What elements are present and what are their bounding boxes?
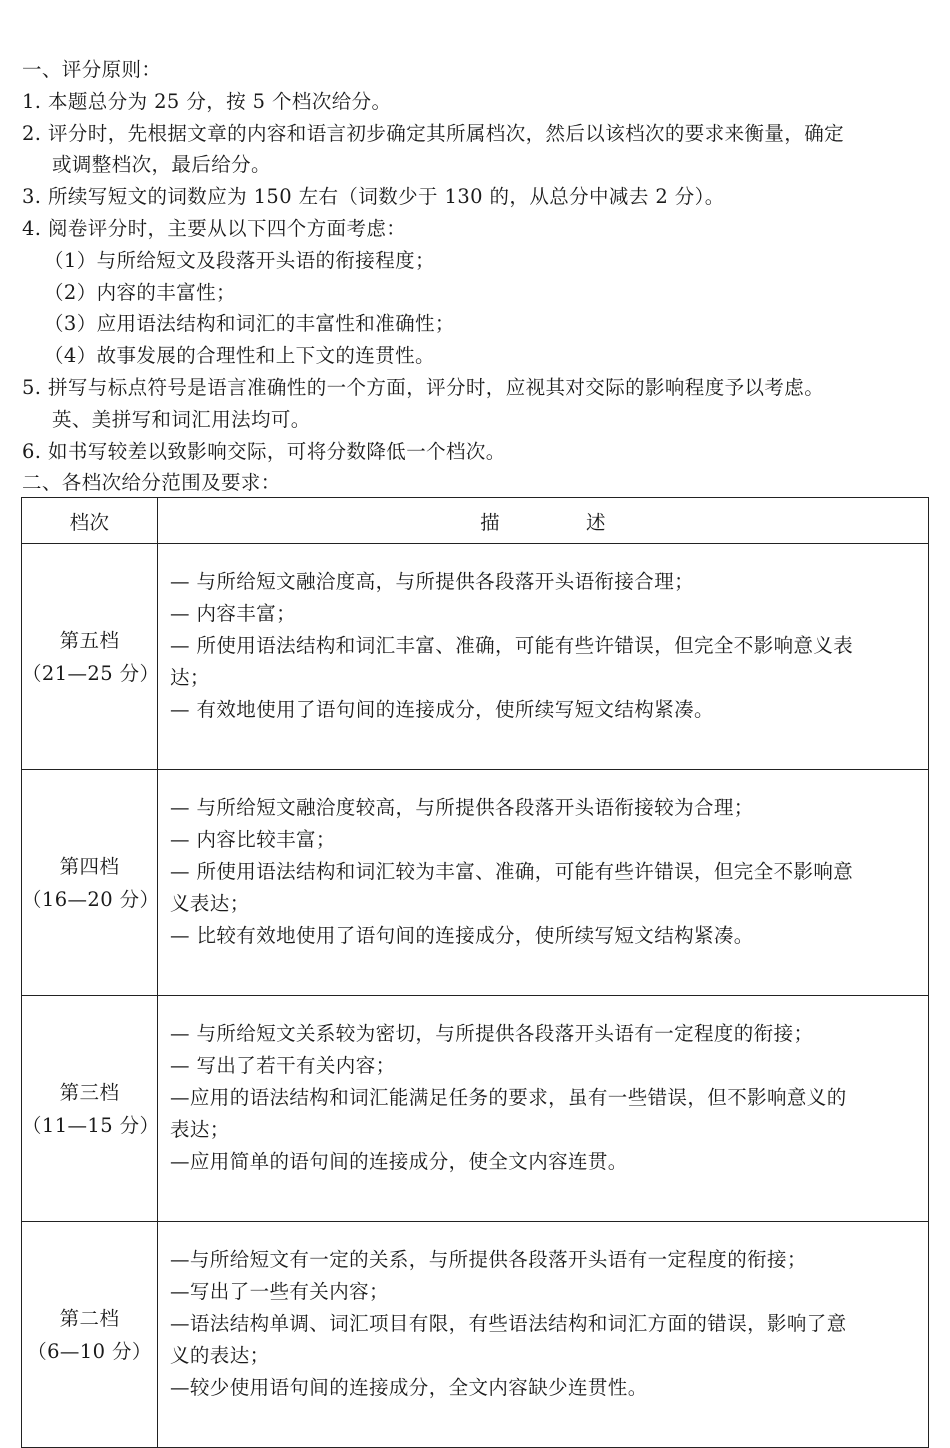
level-cell [22,544,158,770]
description-cell [158,1222,929,1448]
rule-6: 6. 如书写较差以致影响交际，可将分数降低一个档次。 [22,439,506,463]
description-line: — 内容丰富； [170,602,296,625]
rule-4: 4. 阅卷评分时，主要从以下四个方面考虑： [22,216,407,240]
description-line: —语法结构单调、词汇项目有限，有些语法结构和词汇方面的错误，影响了意 [170,1312,847,1335]
description-line: — 所使用语法结构和词汇较为丰富、准确，可能有些许错误，但完全不影响意 [170,860,854,883]
level-cell [22,996,158,1222]
table-row [22,996,929,1222]
scoring-rules [22,54,932,499]
header-desc-a: 描 [480,510,500,534]
level-name: 第三档 [59,1080,120,1104]
header-description [158,498,929,544]
section-title-levels: 二、各档次给分范围及要求： [22,471,281,495]
description-cell [158,770,929,996]
description-line: — 与所给短文融洽度高，与所提供各段落开头语衔接合理； [170,570,694,593]
table-row [22,1222,929,1448]
description-line: — 与所给短文关系较为密切，与所提供各段落开头语有一定程度的衔接； [170,1022,814,1045]
description-line: — 比较有效地使用了语句间的连接成分，使所续写短文结构紧凑。 [170,924,754,947]
rule-4-sub-1: （1）与所给短文及段落开头语的衔接程度； [44,248,435,272]
description-line: 义的表达； [170,1344,270,1367]
header-desc-b: 述 [586,510,606,534]
level-name: 第二档 [59,1306,120,1330]
description-line: — 内容比较丰富； [170,828,336,851]
table-row [22,770,929,996]
rule-4-sub-3: （3）应用语法结构和词汇的丰富性和准确性； [44,312,455,336]
level-range: （11—15 分） [22,1113,160,1137]
description-line: 义表达； [170,892,250,915]
level-range: （6—10 分） [27,1339,152,1363]
rule-1: 1. 本题总分为 25 分，按 5 个档次给分。 [22,89,392,113]
level-name: 第四档 [59,854,120,878]
levels-table [21,497,929,1448]
table-row [22,544,929,770]
description-line: —写出了一些有关内容； [170,1280,389,1303]
description-line: —应用的语法结构和词汇能满足任务的要求，虽有一些错误，但不影响意义的 [170,1086,847,1109]
level-cell [22,770,158,996]
rule-5: 5. 拼写与标点符号是语言准确性的一个方面，评分时，应视其对交际的影响程度予以考虑。 [22,375,825,399]
description-line: — 所使用语法结构和词汇丰富、准确，可能有些许错误，但完全不影响意义表 [170,634,854,657]
description-cell [158,996,929,1222]
level-range: （16—20 分） [22,887,160,911]
level-cell [22,1222,158,1448]
description-line: 表达； [170,1118,230,1141]
table-header-row [22,498,929,544]
description-line: —应用简单的语句间的连接成分，使全文内容连贯。 [170,1150,628,1173]
level-range: （21—25 分） [22,661,160,685]
rule-5-cont: 英、美拼写和词汇用法均可。 [52,407,311,431]
rule-4-sub-4: （4）故事发展的合理性和上下文的连贯性。 [44,344,435,368]
rule-2: 2. 评分时，先根据文章的内容和语言初步确定其所属档次，然后以该档次的要求来衡量，确定 [22,121,845,145]
header-level: 档次 [22,498,158,544]
description-line: — 写出了若干有关内容； [170,1054,396,1077]
description-line: —较少使用语句间的连接成分，全文内容缺少连贯性。 [170,1376,648,1399]
rule-4-sub-2: （2）内容的丰富性； [44,280,236,304]
section-title-principles: 一、评分原则： [22,58,162,81]
rule-3: 3. 所续写短文的词数应为 150 左右（词数少于 130 的，从总分中减去 2 分）。 [22,185,725,209]
description-line: —与所给短文有一定的关系，与所提供各段落开头语有一定程度的衔接； [170,1248,807,1271]
description-line: 达； [170,666,210,689]
description-line: — 有效地使用了语句间的连接成分，使所续写短文结构紧凑。 [170,698,714,721]
rule-2-cont: 或调整档次，最后给分。 [52,153,271,177]
description-cell [158,544,929,770]
level-name: 第五档 [59,628,120,652]
description-line: — 与所给短文融洽度较高，与所提供各段落开头语衔接较为合理； [170,796,754,819]
